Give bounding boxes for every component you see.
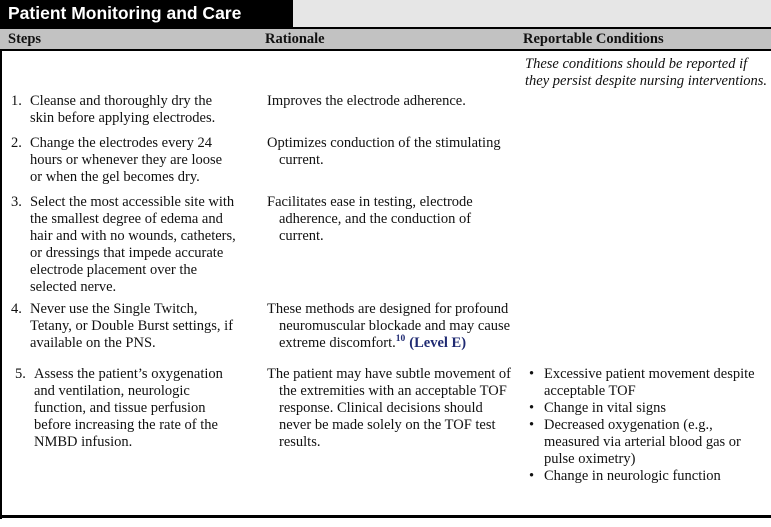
list-item: [529, 366, 771, 400]
reportable-item-text: Excessive patient movement despite acceptable TOF: [544, 366, 755, 399]
steps-cell: [2, 135, 267, 186]
step-text: Change the electrodes every 24 hours or whenever they are loose or when the gel becomes dry.: [30, 135, 223, 185]
reportable-note: These conditions should be reported if they persist despite nursing interventions.: [525, 56, 768, 89]
bullet-icon: •: [529, 400, 535, 416]
rationale-text: Improves the electrode adherence.: [267, 93, 466, 109]
step-number: 3.: [11, 194, 22, 210]
column-header-rationale: Rationale: [265, 30, 325, 47]
rationale-body: These methods are designed for profound neuromuscular blockade and may cause extreme discomfort.: [267, 301, 511, 351]
title-banner: [0, 0, 771, 27]
bullet-icon: •: [529, 468, 535, 484]
column-header-steps: Steps: [8, 30, 42, 47]
steps-cell: [2, 93, 267, 127]
footnote-ref: 10: [395, 334, 406, 345]
rationale-text: [267, 301, 511, 352]
table-row: [2, 366, 771, 485]
step-text: Never use the Single Twitch, Tetany, or Double Burst settings, if available on the PNS.: [30, 301, 234, 351]
list-item: [529, 417, 771, 468]
table-row: [2, 301, 771, 352]
reportable-list: [525, 366, 771, 485]
rationale-text: Optimizes conduction of the stimulating current.: [267, 135, 501, 168]
reportable-item-text: Change in vital signs: [544, 400, 667, 416]
step-number: 2.: [11, 135, 22, 151]
step-text: Cleanse and thoroughly dry the skin before applying electrodes.: [30, 93, 216, 126]
table-row: [2, 93, 771, 127]
step-number: 4.: [11, 301, 22, 317]
table-body: [0, 51, 771, 519]
bullet-icon: •: [529, 366, 535, 382]
list-item: [529, 400, 771, 417]
column-header-reportable: Reportable Conditions: [523, 30, 664, 47]
table-header: [0, 27, 771, 51]
step-number: 1.: [11, 93, 22, 109]
rationale-text: The patient may have subtle movement of the extremities with an acceptable TOF response. Clinical decisions should never be made solely on the TOF test results.: [267, 366, 512, 450]
banner-spacer: [293, 0, 771, 27]
steps-cell: [2, 301, 267, 352]
rationale-text: Facilitates ease in testing, electrode adherence, and the conduction of current.: [267, 194, 473, 244]
bottom-rule: [0, 515, 771, 518]
table-row-note: [2, 56, 771, 90]
list-item: [529, 468, 771, 485]
steps-cell: [2, 366, 267, 451]
page-title: Patient Monitoring and Care: [0, 0, 293, 27]
table-row: [2, 194, 771, 296]
steps-cell: [2, 194, 267, 296]
reportable-item-text: Change in neurologic function: [544, 468, 721, 484]
reportable-item-text: Decreased oxygenation (e.g., measured via arterial blood gas or pulse oximetry): [544, 417, 741, 467]
evidence-level-badge: (Level E): [409, 335, 467, 351]
step-text: Select the most accessible site with the smallest degree of edema and hair and with no wounds, catheters, or dressings that impede accurate electrode placement over the selected nerve.: [30, 194, 236, 295]
bullet-icon: •: [529, 417, 535, 433]
table-row: [2, 135, 771, 186]
step-number: 5.: [15, 366, 26, 382]
step-text: Assess the patient’s oxygenation and ventilation, neurologic function, and tissue perfusion before increasing the rate of the NMBD infusion.: [34, 366, 223, 450]
